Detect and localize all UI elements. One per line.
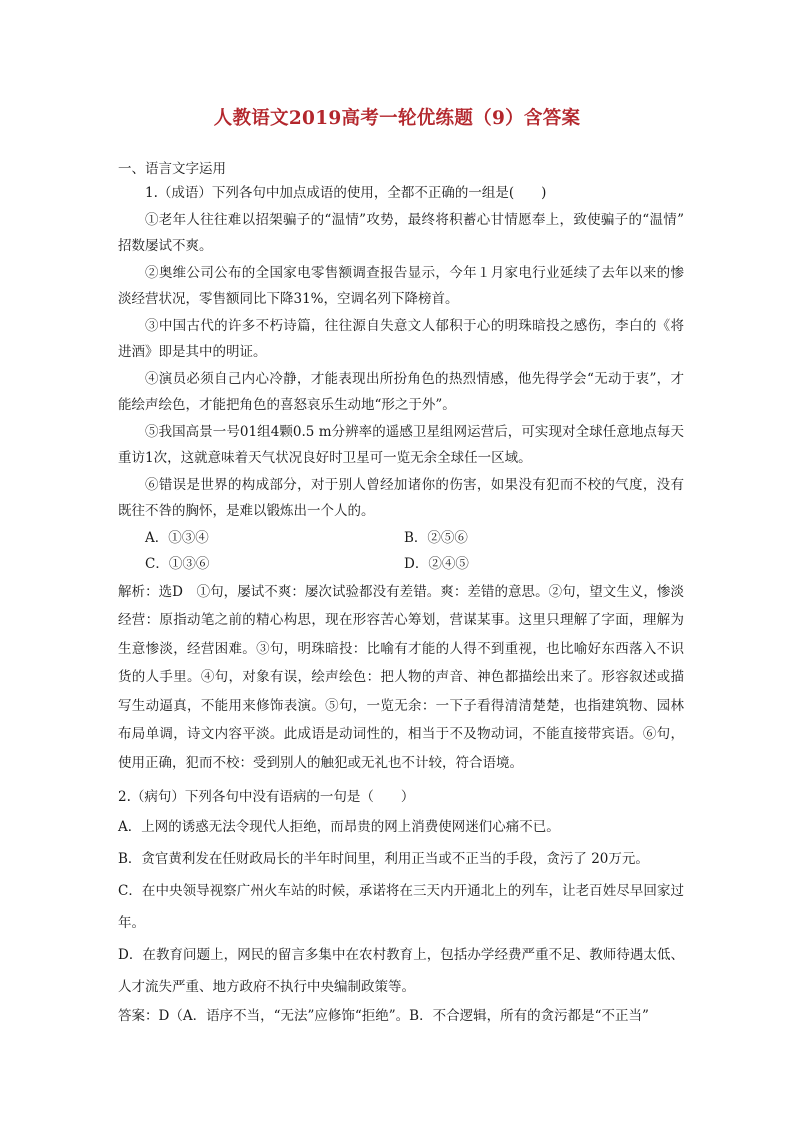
question-2-option-d: D．在教育问题上，网民的留言多集中在农村教育上，包括办学经费严重不足、教师待遇太低、人才流失严重、地方政府不执行中央编制政策等。 bbox=[118, 947, 684, 995]
question-1-item-4: ④演员必须自己内心冷静，才能表现出所扮角色的热烈情感，他先得学会“无动于衷”，才能绘声绘色，才能把角色的喜怒哀乐生动地“形之于外”。 bbox=[118, 370, 684, 413]
question-2-option-a: A．上网的诱惑无法令现代人拒绝，而昂贵的网上消费使网迷们心痛不已。 bbox=[118, 819, 560, 835]
question-2-stem: 2.（病句）下列各句中没有语病的一句是（ ） bbox=[118, 789, 415, 805]
question-2-option-c: C．在中央领导视察广州火车站的时候，承诺将在三天内开通北上的列车，让老百姓尽早回家过年。 bbox=[118, 883, 684, 931]
question-1-item-6: ⑥错误是世界的构成部分，对于别人曾经加诸你的伤害，如果没有犯而不校的气度，没有既往不咎的胸怀，是难以锻炼出一个人的。 bbox=[118, 476, 684, 519]
section-heading: 一、语言文字运用 bbox=[118, 161, 226, 177]
option-a: A．①③④ bbox=[145, 529, 209, 546]
question-2-answer: 答案：D（A．语序不当，“无法”应修饰“拒绝”。B．不合逻辑，所有的贪污都是“不正当” bbox=[118, 1008, 649, 1024]
question-1-stem: 1.（成语）下列各句中加点成语的使用，全都不正确的一组是( ) bbox=[145, 185, 547, 201]
option-c: C．①③⑥ bbox=[145, 556, 210, 572]
option-d: D．②④⑤ bbox=[404, 556, 469, 572]
question-1-item-1: ①老年人往往难以招架骗子的“温情”攻势，最终将积蓄心甘情愿奉上，致使骗子的“温情” 招数屡试不爽。 bbox=[118, 211, 684, 254]
question-1-analysis: 解析：选D ①句，屡试不爽：屡次试验都没有差错。爽：差错的意思。②句，望文生义，惨淡经营：原指动笔之前的精心构思，现在形容苦心筹划，营谋某事。这里只理解了字面，理解为生意惨淡，经营困难。③句，明珠暗投：比喻有才能的人得不到重视，也比喻好东西落入不识货的人手里。④句，对象有误，绘声绘色：把人物的声音、神色都描绘出来了。形容叙述或描写生动逼真，不能用来修饰表演。⑤句，一览无余：一下子看得清清楚楚，也指建筑物、园林布局单调，诗文内容平淡。此成语是动词性的，相当于不及物动词，不能直接带宾语。⑥句，使用正确，犯而不校：受到别人的触犯或无礼也不计较，符合语境。 bbox=[118, 583, 684, 771]
question-1-item-3: ③中国古代的许多不朽诗篇，往往源自失意文人郁积于心的明珠暗投之感伤，李白的《将进酒》即是其中的明证。 bbox=[118, 317, 684, 360]
option-b: B．②⑤⑥ bbox=[404, 529, 468, 546]
question-2-option-b: B．贪官黄利发在任财政局长的半年时间里，利用正当或不正当的手段，贪污了 20万元。 bbox=[118, 851, 649, 867]
document-body bbox=[118, 152, 684, 1029]
question-1-item-2: ②奥维公司公布的全国家电零售额调查报告显示，今年１月家电行业延续了去年以来的惨淡经营状况，零售额同比下降31%，空调名列下降榜首。 bbox=[118, 264, 684, 307]
document-title: 人教语文2019高考一轮优练题（9）含答案 bbox=[213, 108, 581, 129]
question-1-item-5: ⑤我国高景一号01组4颗0.5 m分辨率的遥感卫星组网运营后，可实现对全球任意地点每天重访1次，这就意味着天气状况良好时卫星可一览无余全球任一区域。 bbox=[118, 423, 684, 466]
question-1-options-row-2 bbox=[118, 551, 684, 578]
question-1-options-row-1 bbox=[118, 525, 684, 552]
